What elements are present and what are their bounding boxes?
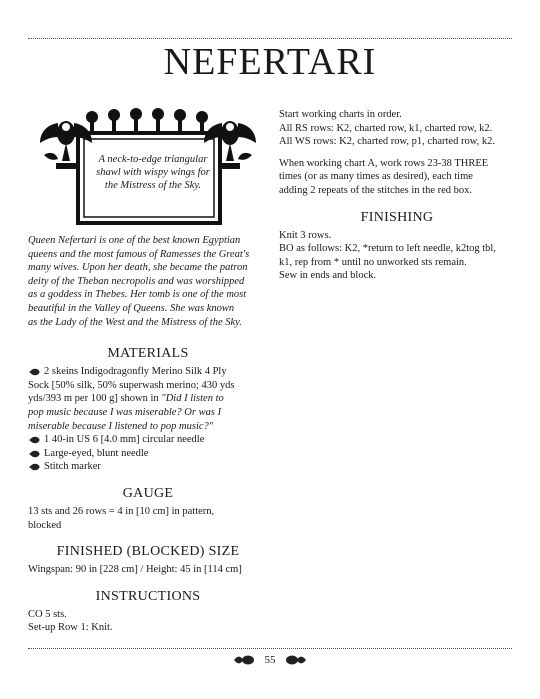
page-title: NEFERTARI bbox=[163, 41, 377, 83]
materials-item-needle bbox=[28, 433, 268, 447]
page-footer bbox=[0, 654, 540, 666]
yarn-line-2: Sock [50% silk, 50% superwash merino; 430 yds bbox=[28, 379, 235, 391]
materials-item-yarn-cont bbox=[28, 392, 268, 406]
blunt-needle-text: Large-eyed, blunt needle bbox=[44, 447, 149, 459]
instructions-line: CO 5 sts. bbox=[28, 608, 67, 620]
gauge-heading: GAUGE bbox=[122, 485, 174, 501]
right-scarab-ornament-icon bbox=[284, 654, 306, 666]
instructions-heading: INSTRUCTIONS bbox=[95, 588, 201, 604]
materials-item-yarn-cont bbox=[28, 379, 268, 393]
scarab-bullet-icon bbox=[29, 368, 40, 376]
colorway-quote-c: miserable because I listened to pop music?" bbox=[28, 420, 214, 432]
materials-item-yarn bbox=[28, 365, 268, 379]
chart-a-line: adding 2 repeats of the stitches in the red box. bbox=[279, 184, 473, 196]
caption-line: the Mistress of the Sky. bbox=[104, 180, 202, 191]
finishing-line: k1, rep from * until no unworked sts remain. bbox=[279, 256, 467, 268]
marker-text: Stitch marker bbox=[44, 461, 101, 473]
colorway-quote-b: pop music because I was miserable? Or was I bbox=[28, 406, 222, 418]
materials-item-yarn-cont bbox=[28, 406, 268, 420]
instructions-line: Set-up Row 1: Knit. bbox=[28, 622, 113, 634]
intro-line: Queen Nefertari is one of the best known Egyptian bbox=[28, 235, 241, 246]
instructions-text bbox=[28, 608, 268, 635]
caption-line: shawl with wispy wings for bbox=[96, 167, 210, 178]
intro-paragraph bbox=[28, 234, 268, 329]
finishing-line: Knit 3 rows. bbox=[279, 229, 332, 241]
egyptian-emblem-frame bbox=[36, 103, 260, 228]
chart-instructions-paragraph bbox=[279, 108, 515, 149]
chart-a-line: When working chart A, work rows 23-38 THREE bbox=[279, 157, 489, 169]
gauge-line: 13 sts and 26 rows = 4 in [10 cm] in pattern, bbox=[28, 505, 215, 517]
gauge-line: blocked bbox=[28, 519, 62, 531]
finishing-line: Sew in ends and block. bbox=[279, 270, 377, 282]
caption-line: A neck-to-edge triangular bbox=[98, 154, 208, 165]
scarab-bullet-icon bbox=[29, 463, 40, 471]
gauge-text bbox=[28, 505, 268, 532]
materials-item-blunt-needle bbox=[28, 447, 268, 461]
materials-heading: MATERIALS bbox=[107, 346, 189, 362]
colorway-quote-a: "Did I listen to bbox=[161, 393, 224, 405]
left-scarab-ornament-icon bbox=[234, 654, 256, 666]
chart-line: All RS rows: K2, charted row, k1, charted row, k2. bbox=[279, 122, 493, 134]
finished-size-heading: FINISHED (BLOCKED) SIZE bbox=[56, 544, 240, 560]
top-divider bbox=[28, 38, 512, 39]
intro-line: queens and the most famous of Ramesses the Great's bbox=[28, 248, 250, 260]
finishing-text bbox=[279, 229, 515, 283]
chart-line: All WS rows: K2, charted row, p1, charted row, k2. bbox=[279, 136, 495, 148]
emblem-caption bbox=[88, 153, 218, 192]
finishing-heading: FINISHING bbox=[360, 209, 434, 225]
scarab-bullet-icon bbox=[29, 450, 40, 458]
intro-line: many wives. Upon her death, she became the patron bbox=[28, 262, 248, 274]
scarab-bullet-icon bbox=[29, 436, 40, 444]
intro-line: as a goddess in Thebes. Her tomb is one of the most bbox=[28, 289, 247, 301]
chart-line: Start working charts in order. bbox=[279, 109, 402, 120]
yarn-line-3: yds/393 m per 100 g] shown in bbox=[28, 393, 162, 405]
finished-size-line: Wingspan: 90 in [228 cm] / Height: 45 in [114 cm] bbox=[28, 564, 242, 576]
chart-a-line: times (or as many times as desired), each time bbox=[279, 171, 473, 183]
materials-item-marker bbox=[28, 460, 268, 474]
intro-line: as the Lady of the West and the Mistress of the Sky. bbox=[28, 316, 242, 328]
chart-a-paragraph bbox=[279, 157, 515, 198]
finished-size-text bbox=[28, 563, 268, 577]
intro-line: deity of the Theban necropolis and was worshipped bbox=[28, 275, 245, 287]
right-column bbox=[279, 108, 515, 283]
finishing-line: BO as follows: K2, *return to left needle, k2tog tbl, bbox=[279, 243, 496, 255]
materials-item-yarn-cont bbox=[28, 420, 268, 434]
intro-line: beautiful in the Valley of Queens. She was known bbox=[28, 302, 235, 314]
bottom-divider bbox=[28, 648, 512, 649]
needle-text: 1 40-in US 6 [4.0 mm] circular needle bbox=[44, 434, 205, 446]
materials-list bbox=[28, 365, 268, 474]
left-column bbox=[28, 103, 268, 635]
yarn-line-1: 2 skeins Indigodragonfly Merino Silk 4 Ply bbox=[44, 366, 227, 378]
page-number: 55 bbox=[264, 654, 276, 667]
